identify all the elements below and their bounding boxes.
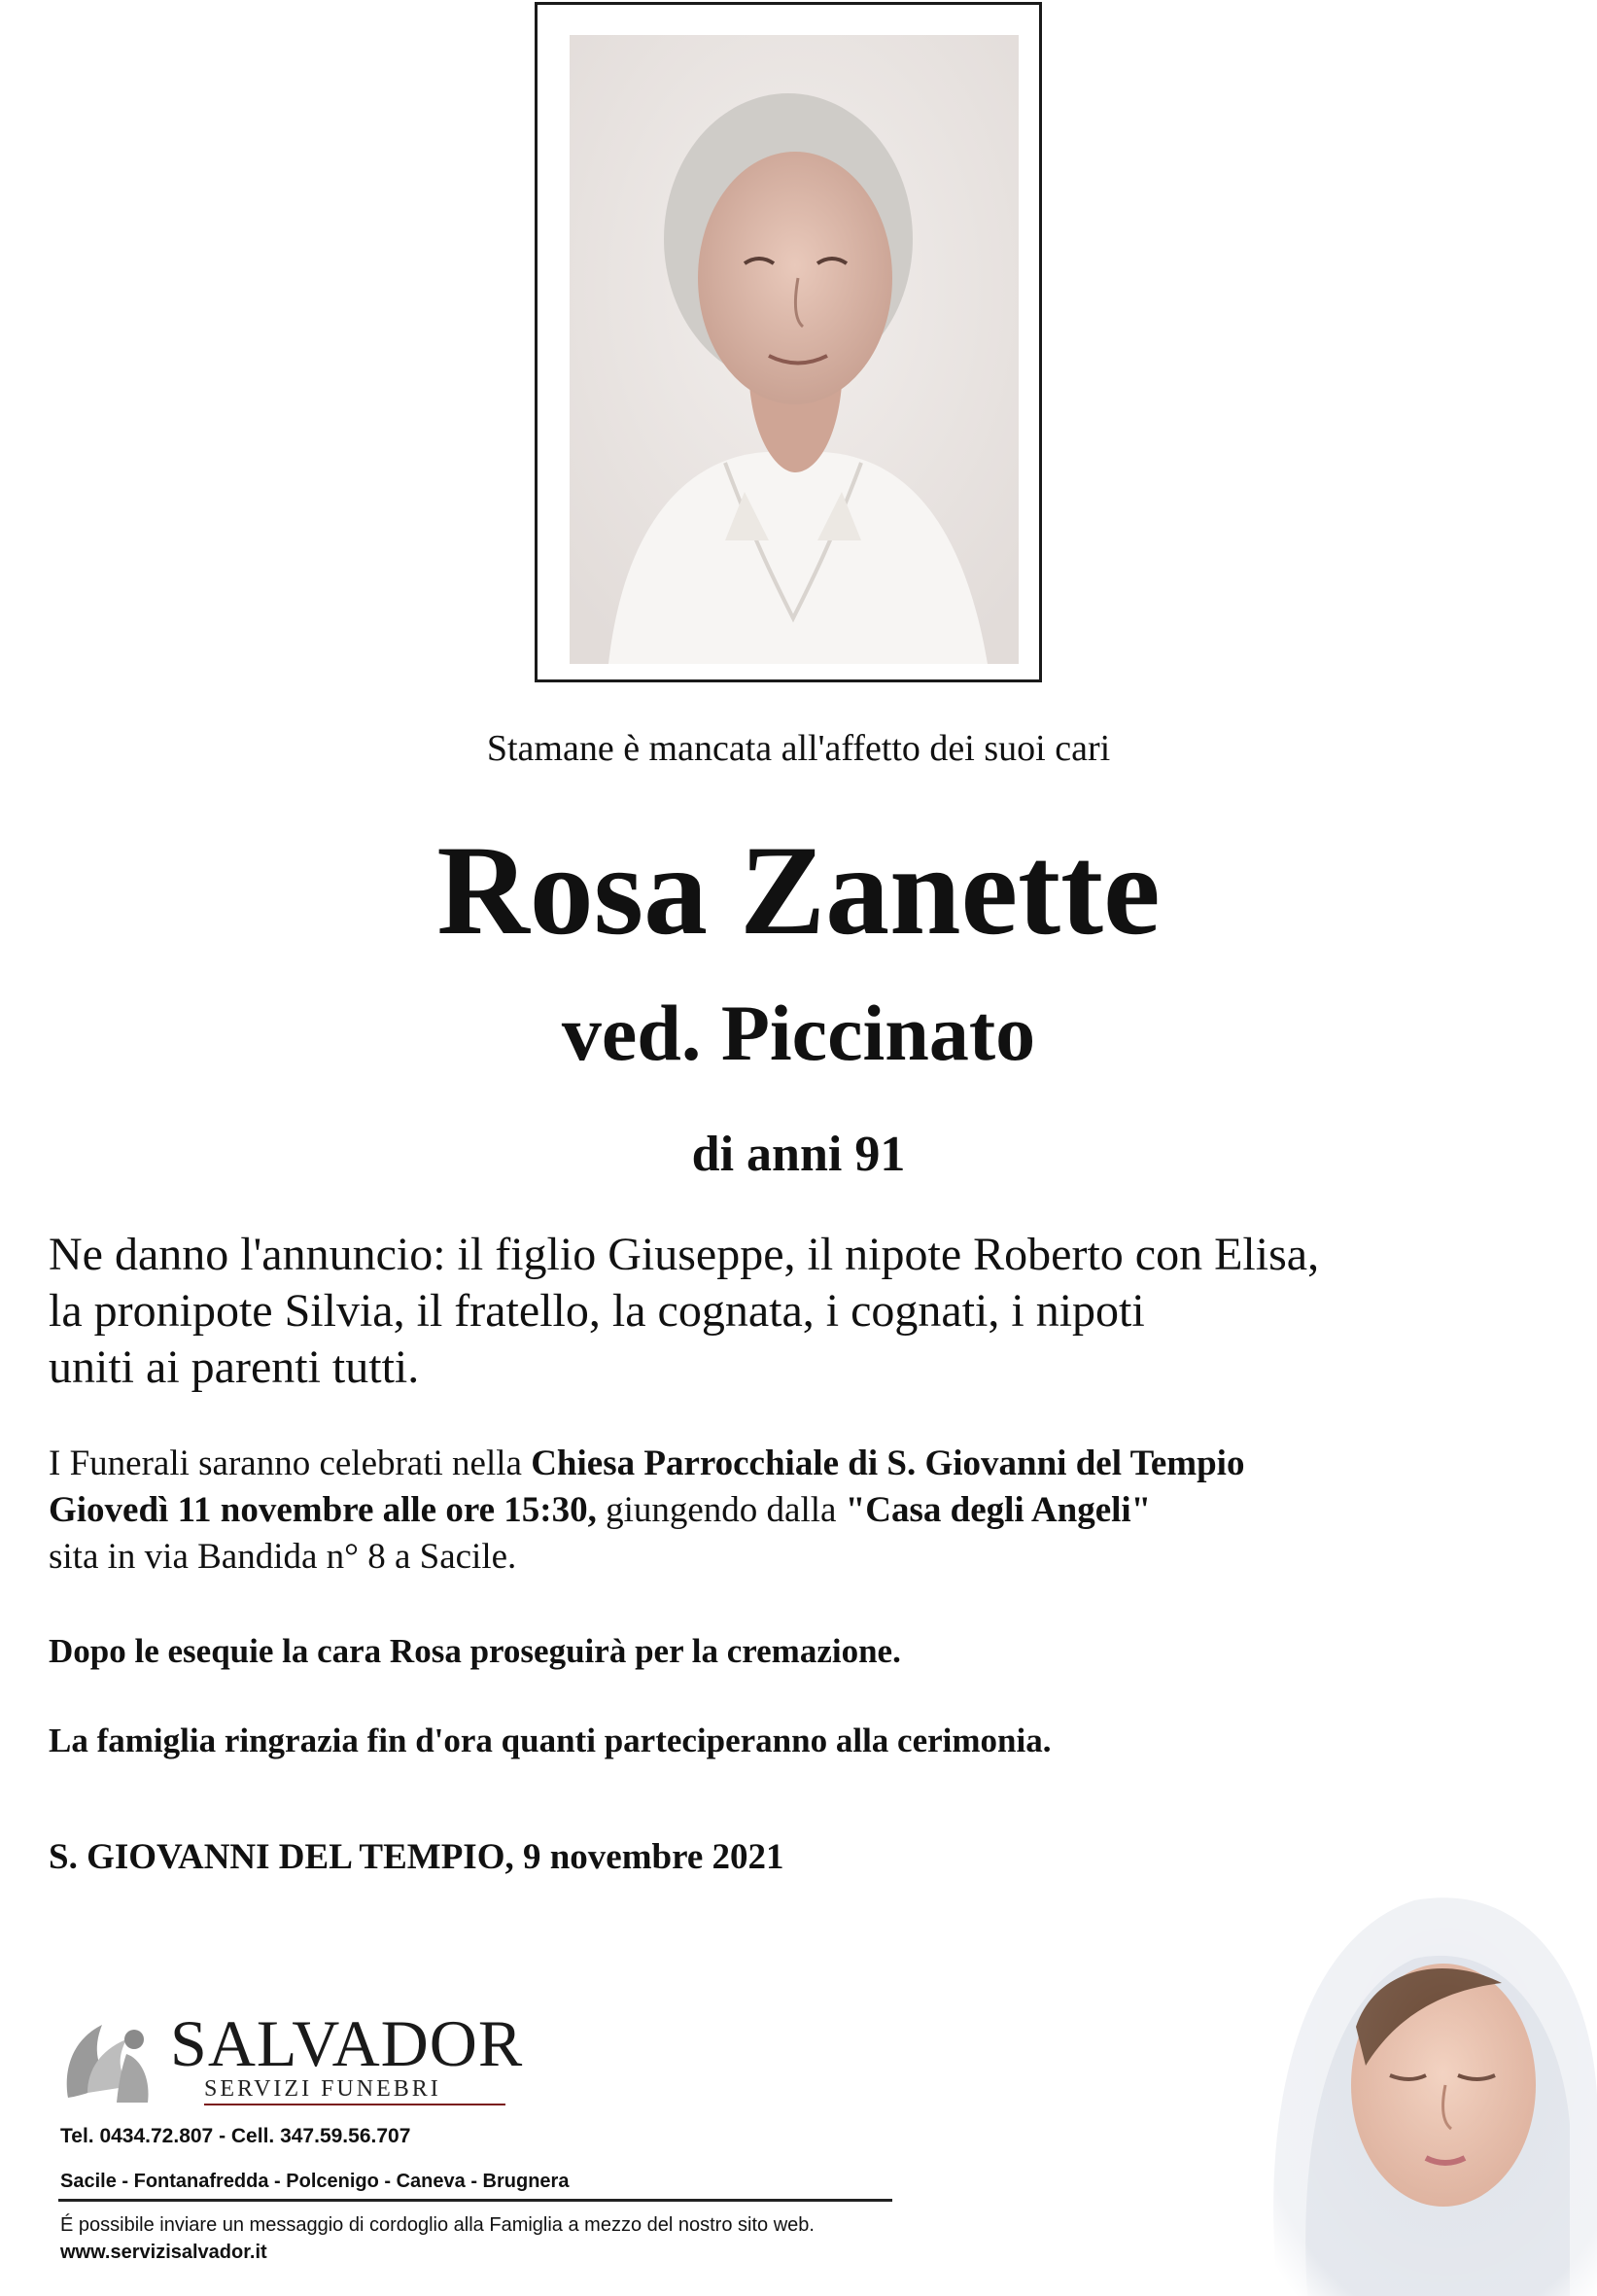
funeral-prefix: I Funerali saranno celebrati nella bbox=[49, 1444, 532, 1483]
announcement-line: la pronipote Silvia, il fratello, la cognata, i cognati, i nipoti bbox=[49, 1285, 1145, 1337]
portrait-frame bbox=[535, 2, 1042, 682]
angel-icon bbox=[58, 2010, 165, 2107]
portrait-photo bbox=[570, 35, 1019, 664]
madonna-illustration bbox=[1220, 1774, 1597, 2296]
funeral-middle: giungendo dalla bbox=[596, 1490, 846, 1530]
age-text: di anni 91 bbox=[691, 1127, 906, 1182]
footer-divider bbox=[58, 2199, 892, 2202]
logo-wordmark bbox=[170, 2006, 524, 2080]
contact-phone: Tel. 0434.72.807 - Cell. 347.59.56.707 bbox=[60, 2125, 411, 2147]
intro-text: Stamane è mancata all'affetto dei suoi cari bbox=[486, 728, 1111, 769]
funeral-line-1 bbox=[49, 1441, 1526, 1487]
thanks-note: La famiglia ringrazia fin d'ora quanti parteciperanno alla cerimonia. bbox=[49, 1722, 1052, 1759]
portrait-illustration bbox=[570, 35, 1019, 664]
salvador-logo bbox=[58, 2006, 524, 2107]
madonna-image bbox=[1220, 1774, 1597, 2296]
deceased-name: Rosa Zanette bbox=[436, 818, 1161, 961]
funeral-origin: "Casa degli Angeli" bbox=[845, 1490, 1152, 1530]
funeral-datetime: Giovedì 11 novembre alle ore 15:30, bbox=[49, 1490, 597, 1530]
announcement-line: uniti ai parenti tutti. bbox=[49, 1341, 420, 1393]
church-name: Chiesa Parrocchiale di S. Giovanni del Tempio bbox=[531, 1444, 1245, 1483]
announcement-line: Ne danno l'annuncio: il figlio Giuseppe, il nipote Roberto con Elisa, bbox=[49, 1229, 1320, 1280]
cremation-note: Dopo le esequie la cara Rosa proseguirà per la cremazione. bbox=[49, 1632, 901, 1670]
website-link[interactable]: www.servizisalvador.it bbox=[60, 2242, 267, 2263]
place-date: S. GIOVANNI DEL TEMPIO, 9 novembre 2021 bbox=[49, 1837, 784, 1877]
logo-subtitle: SERVIZI FUNEBRI bbox=[204, 2076, 441, 2102]
widow-of: ved. Piccinato bbox=[561, 989, 1036, 1077]
logo-underline bbox=[204, 2104, 505, 2105]
announcement-paragraph bbox=[49, 1227, 1429, 1396]
funeral-line-3: sita in via Bandida n° 8 a Sacile. bbox=[49, 1537, 517, 1577]
condolence-message: É possibile inviare un messaggio di cordoglio alla Famiglia a mezzo del nostro sito web. bbox=[60, 2214, 815, 2236]
logo-name-text: SALVADOR bbox=[170, 2006, 524, 2080]
funeral-line-2 bbox=[49, 1487, 1526, 1534]
towns-list: Sacile - Fontanafredda - Polcenigo - Caneva - Brugnera bbox=[60, 2171, 570, 2192]
funeral-paragraph bbox=[49, 1441, 1526, 1581]
